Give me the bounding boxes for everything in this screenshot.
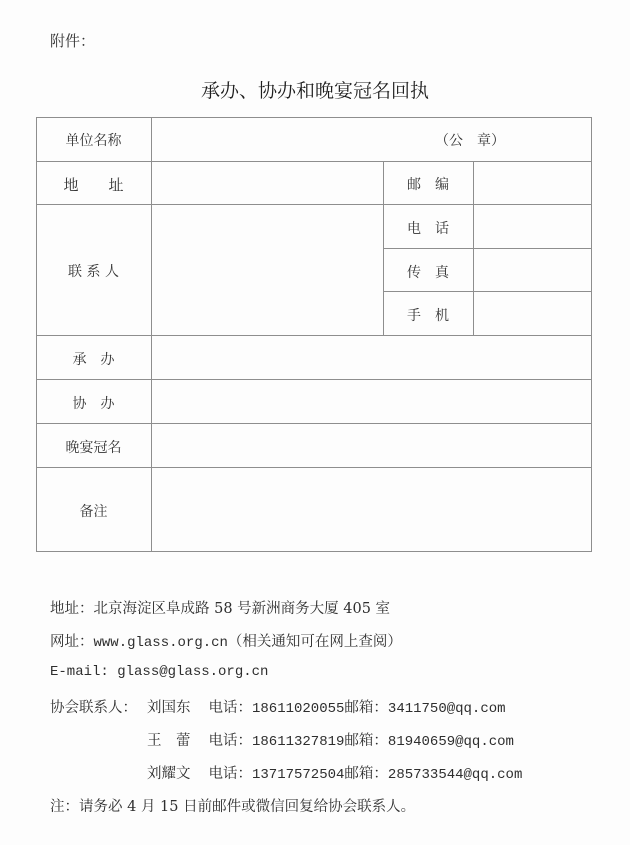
mobile-field[interactable]	[474, 292, 591, 335]
contact-email[interactable]: 285733544@qq.com	[387, 767, 523, 783]
contact-field[interactable]	[152, 205, 383, 335]
remarks-label: 备注	[79, 504, 108, 520]
contact-name: 王 蕾	[147, 733, 191, 749]
address-line	[50, 597, 390, 618]
seal-placeholder: （公 章）	[435, 133, 505, 149]
page-title: 承办、协办和晚宴冠名回执	[200, 80, 429, 102]
website-link[interactable]: www.glass.org.cn	[93, 635, 228, 651]
contact-email-label: 邮箱：	[344, 733, 388, 749]
deadline-note: 注：请务必 4 月 15 日前邮件或微信回复给协会联系人。	[50, 799, 416, 815]
contact-row	[147, 762, 522, 783]
website-line	[50, 630, 402, 651]
contact-email[interactable]: 81940659@qq.com	[387, 734, 514, 750]
contact-name: 刘耀文	[147, 766, 191, 782]
table-border-bottom	[36, 551, 592, 552]
email-link[interactable]: glass@glass.org.cn	[117, 664, 269, 680]
contact-label: 联 系 人	[68, 264, 119, 280]
phone-label: 电 话	[407, 221, 449, 237]
contact-email-label: 邮箱：	[344, 700, 388, 716]
contact-phone: 18611327819	[252, 734, 345, 750]
banquet-field[interactable]	[152, 424, 591, 467]
contact-email-label: 邮箱：	[344, 766, 388, 782]
banquet-label: 晚宴冠名	[65, 440, 122, 456]
phone-field[interactable]	[474, 205, 591, 248]
address-label: 地 址	[63, 176, 124, 194]
address-line-label: 地址：	[50, 601, 94, 617]
attachment-label: 附件：	[50, 32, 96, 50]
host-field[interactable]	[152, 336, 591, 379]
postcode-label: 邮 编	[407, 177, 449, 193]
contact-phone-label: 电话：	[208, 766, 252, 782]
host-label: 承 办	[72, 352, 115, 368]
contacts-label: 协会联系人：	[50, 700, 137, 716]
unit-name-label: 单位名称	[65, 133, 122, 149]
contact-phone: 18611020055	[252, 701, 345, 717]
co-host-field[interactable]	[152, 380, 591, 423]
contact-row	[147, 729, 514, 750]
email-label: E-mail:	[50, 664, 118, 680]
postcode-field[interactable]	[474, 162, 591, 204]
fax-label: 传 真	[407, 265, 449, 281]
mobile-label: 手 机	[407, 308, 449, 324]
fax-field[interactable]	[474, 249, 591, 291]
email-line	[50, 664, 268, 680]
website-label: 网址：	[50, 634, 94, 650]
co-host-label: 协 办	[72, 396, 115, 412]
contact-email[interactable]: 3411750@qq.com	[387, 701, 506, 717]
address-field[interactable]	[152, 162, 383, 204]
remarks-field[interactable]	[152, 468, 591, 551]
contact-phone-label: 电话：	[208, 733, 252, 749]
contact-phone: 13717572504	[252, 767, 345, 783]
address-line-value: 北京海淀区阜成路 58 号新洲商务大厦 405 室	[93, 601, 391, 617]
contact-phone-label: 电话：	[208, 700, 252, 716]
contact-name: 刘国东	[147, 700, 191, 716]
contact-row	[147, 696, 506, 717]
website-note: （相关通知可在网上查阅）	[227, 634, 402, 650]
